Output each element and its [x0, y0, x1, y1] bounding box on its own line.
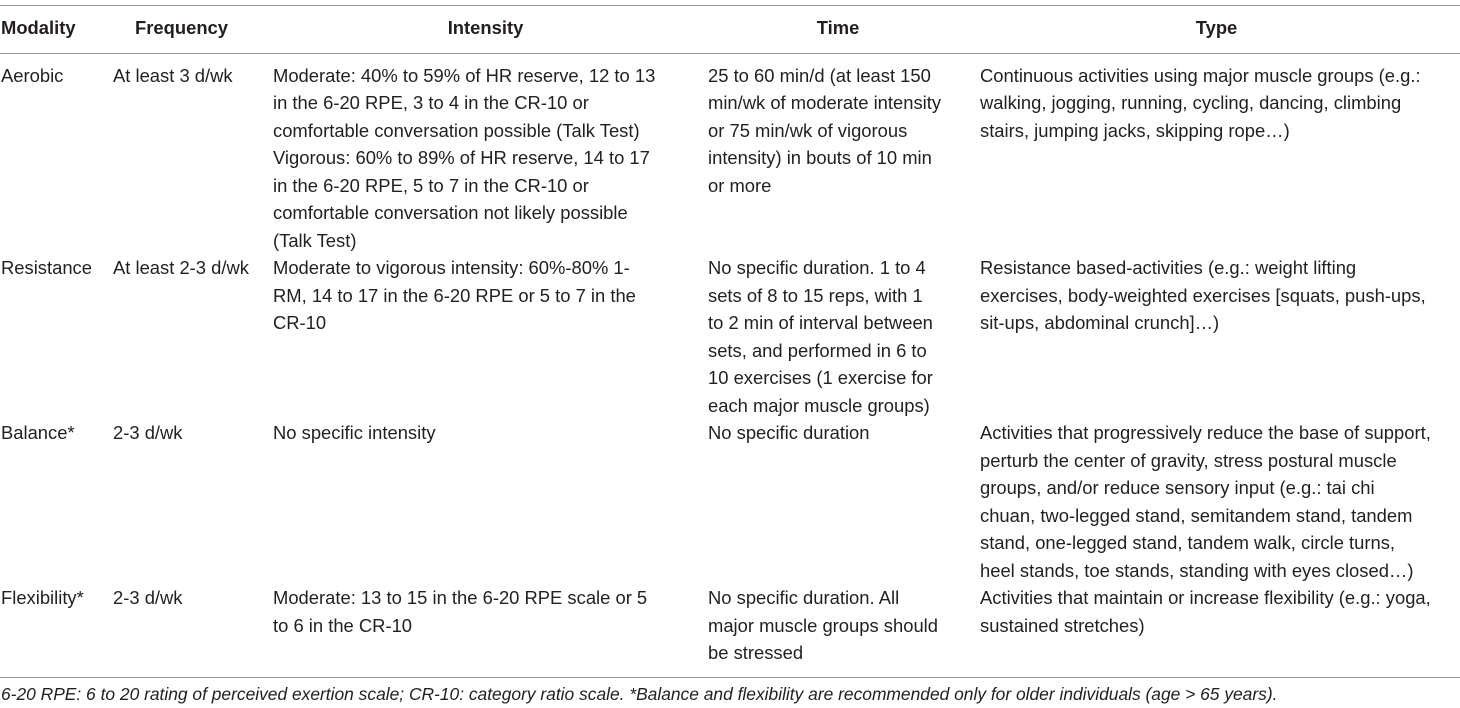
- cell-intensity: Moderate to vigorous intensity: 60%-80% 1- RM, 14 to 17 in the 6-20 RPE or 5 to 7 in the CR-10: [273, 257, 636, 333]
- table-row-flexibility: [0, 584, 1460, 677]
- cell-frequency: 2-3 d/wk: [107, 584, 268, 677]
- header-type: Type: [973, 6, 1460, 54]
- cell-frequency: At least 3 d/wk: [113, 64, 233, 86]
- table-header: [0, 6, 1460, 54]
- table-body: [0, 53, 1460, 677]
- cell-type: Resistance based-activities (e.g.: weight lifting exercises, body-weighted exercises [squats, push-ups, sit-ups, abdominal crunch]…): [980, 257, 1426, 333]
- cell-type: Continuous activities using major muscle groups (e.g.: walking, jogging, running, cycling, dancing, climbing stairs, jumping jacks, skipping rope…): [980, 64, 1421, 141]
- cell-frequency: At least 2-3 d/wk: [113, 257, 249, 278]
- table-footnote: 6-20 RPE: 6 to 20 rating of perceived exertion scale; CR-10: category ratio scale. *Balance and flexibility are recommended only for older individuals (age > 65 years).: [1, 684, 1278, 704]
- cell-intensity: Moderate: 13 to 15 in the 6-20 RPE scale or 5 to 6 in the CR-10: [268, 584, 703, 677]
- table-row-resistance: [0, 254, 1460, 419]
- cell-frequency: 2-3 d/wk: [113, 422, 183, 443]
- exercise-recommendations-table: [0, 5, 1460, 678]
- cell-modality: Aerobic: [1, 64, 64, 86]
- header-modality: Modality: [0, 6, 107, 54]
- header-time: Time: [703, 6, 973, 54]
- cell-time: No specific duration. All major muscle groups should be stressed: [703, 584, 973, 677]
- cell-type: Activities that maintain or increase flexibility (e.g.: yoga, sustained stretches): [973, 584, 1460, 677]
- cell-time: No specific duration. 1 to 4 sets of 8 to 15 reps, with 1 to 2 min of interval between sets, and performed in 6 to 10 exercises (1 exercise for each major muscle groups): [708, 257, 933, 416]
- cell-modality: Flexibility*: [0, 584, 107, 677]
- header-row: [0, 6, 1460, 54]
- header-intensity: Intensity: [268, 6, 703, 54]
- cell-time: 25 to 60 min/d (at least 150 min/wk of moderate intensity or 75 min/wk of vigorous intensity) in bouts of 10 min or more: [708, 64, 942, 196]
- cell-intensity: No specific intensity: [273, 422, 436, 443]
- cell-modality: Balance*: [1, 422, 75, 443]
- cell-intensity: Moderate: 40% to 59% of HR reserve, 12 to 13 in the 6-20 RPE, 3 to 4 in the CR-10 or comfortable conversation possible (Talk Test) Vigorous: 60% to 89% of HR reserve, 14 to 17 in the 6-20 RPE, 5 to 7 in the CR-10 or comfortable conversation not likely possible (Talk Test): [273, 64, 656, 251]
- table-row-balance: [0, 419, 1460, 584]
- header-frequency: Frequency: [107, 6, 268, 54]
- cell-time: No specific duration: [708, 422, 870, 443]
- table-row-aerobic: [0, 53, 1460, 254]
- cell-type: Activities that progressively reduce the base of support, perturb the center of gravity, stress postural muscle groups, and/or reduce sensory input (e.g.: tai chi chuan, two-legged stand, semitandem stand, tandem stand, one-legged stand, tandem walk, circle turns, heel stands, toe stands, standing with eyes closed…): [980, 422, 1431, 581]
- cell-modality: Resistance: [1, 257, 92, 278]
